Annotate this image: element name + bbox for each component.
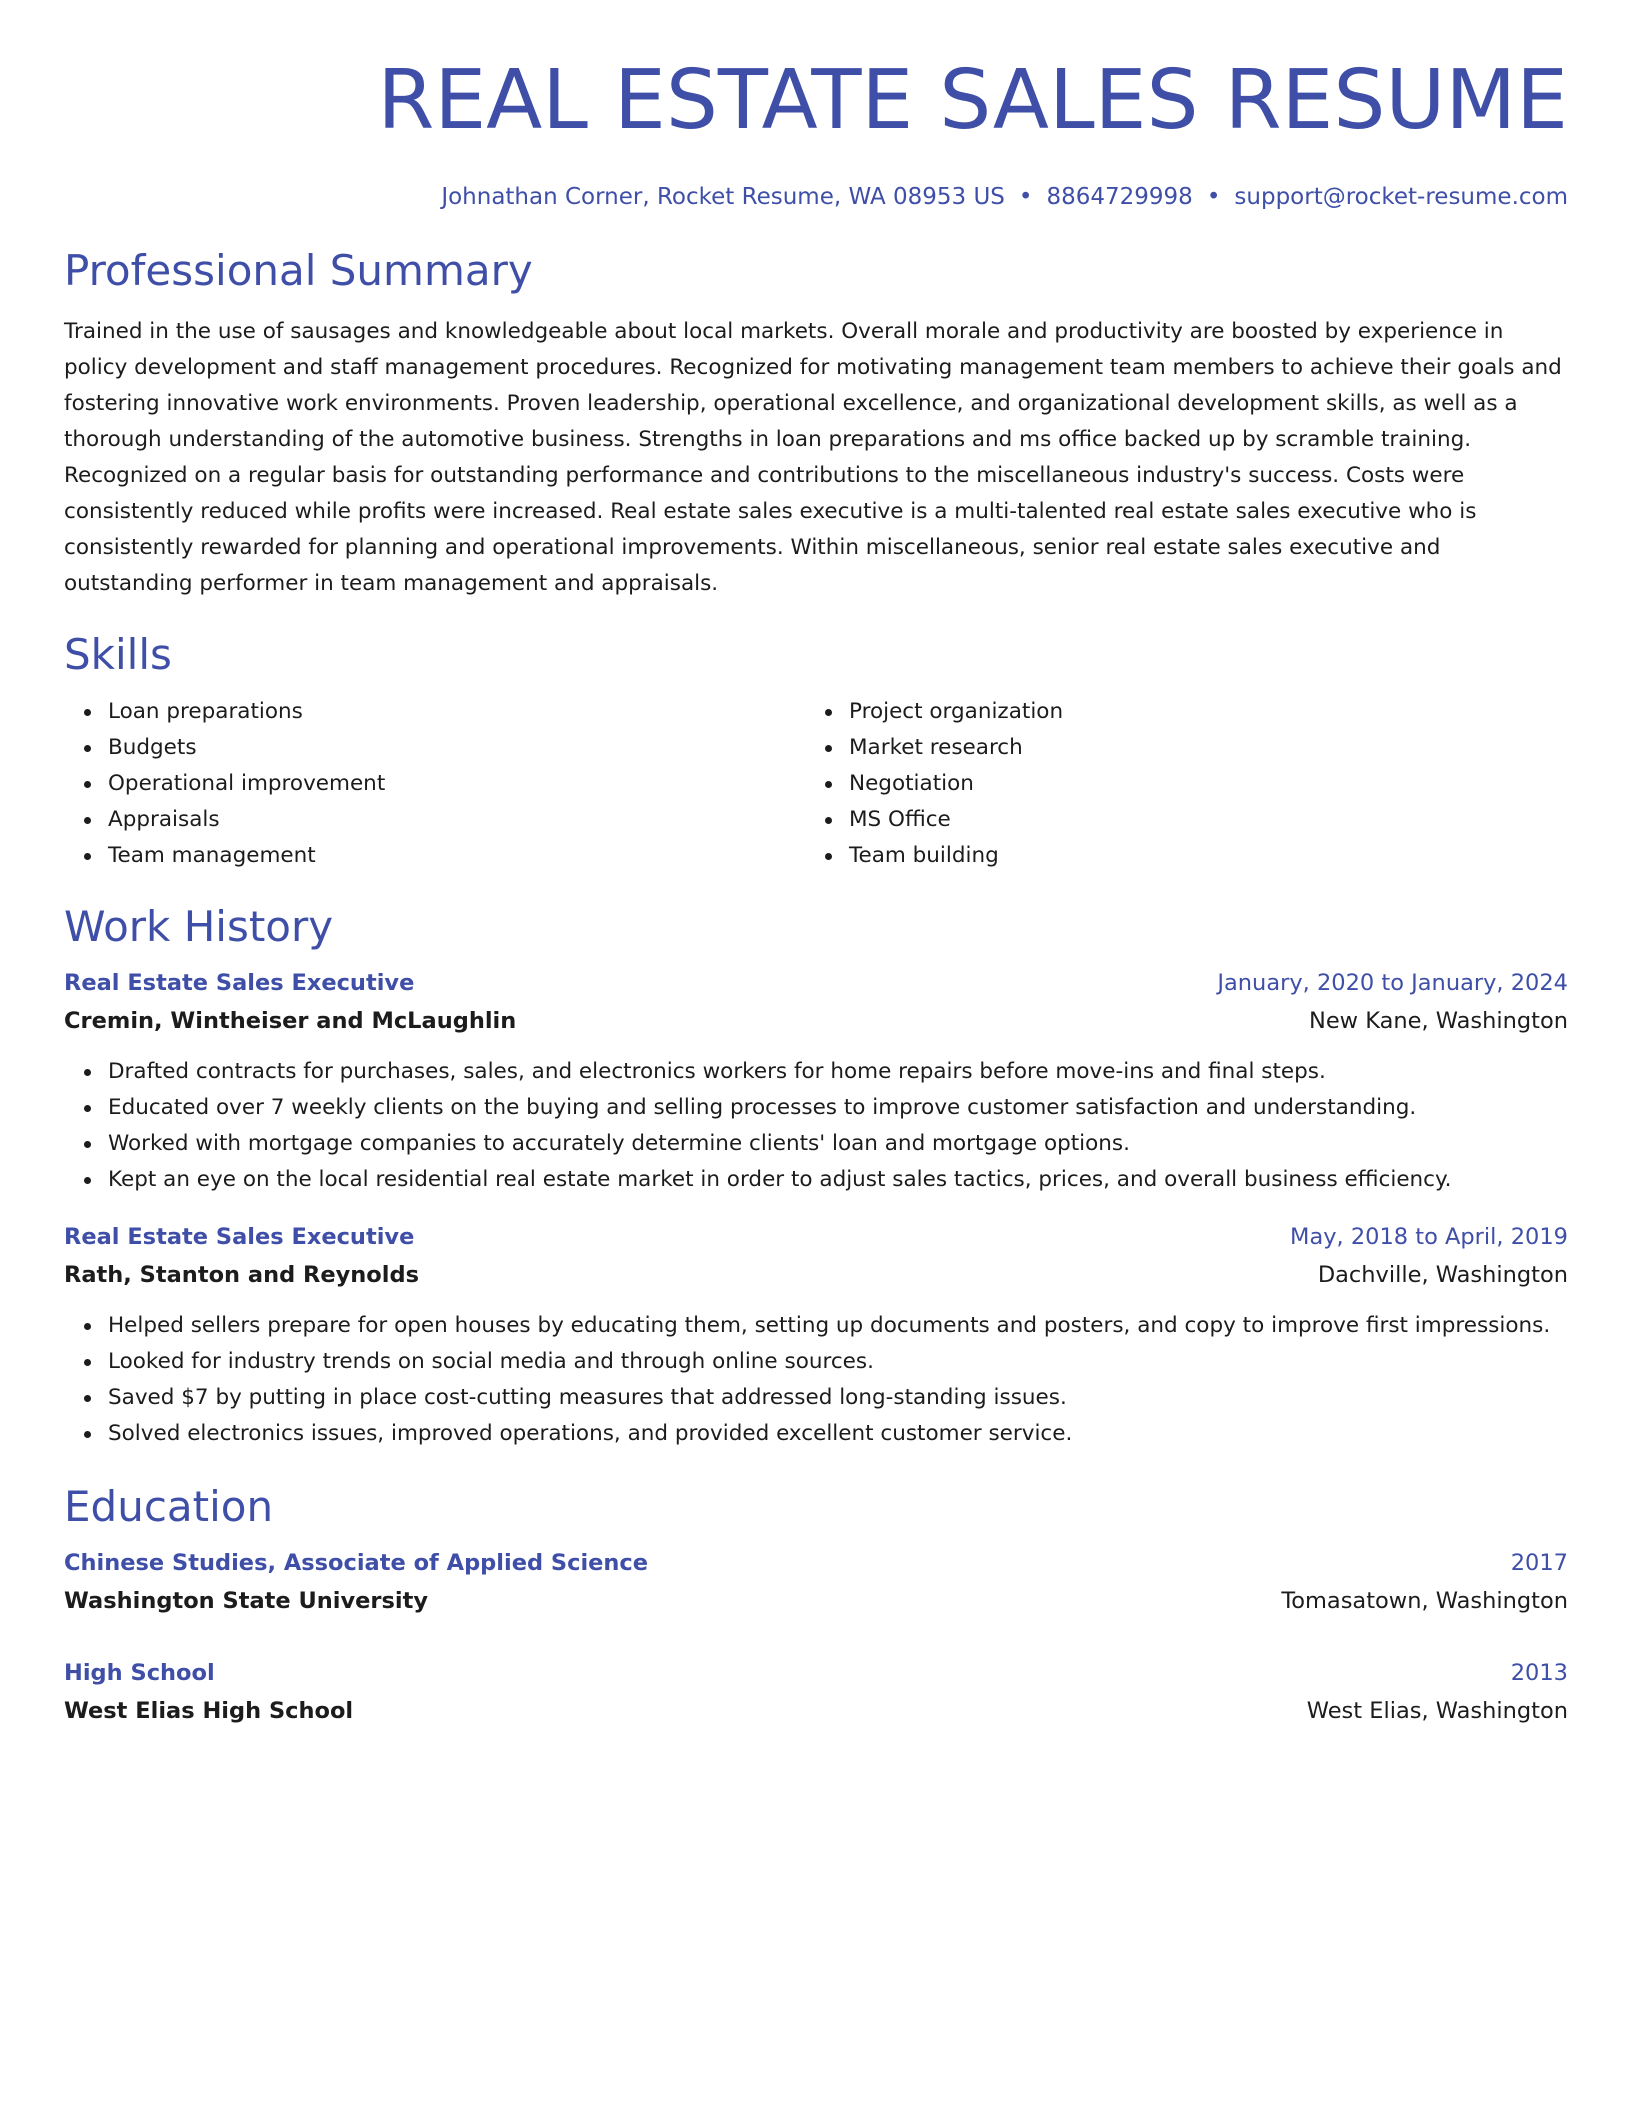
education-entry: [64, 1654, 1568, 1730]
skills-grid: [64, 694, 1568, 874]
job-entry: [64, 964, 1568, 1198]
job-bullet: Worked with mortgage companies to accurately determine clients' loan and mortgage options.: [108, 1126, 1568, 1162]
job-dates: May, 2018 to April, 2019: [1290, 1224, 1568, 1250]
job-bullet: Looked for industry trends on social media and through online sources.: [108, 1344, 1568, 1380]
job-bullet: Helped sellers prepare for open houses by educating them, setting up documents and posters, and copy to improve first impressions.: [108, 1308, 1568, 1344]
work-history-heading: Work History: [64, 902, 334, 951]
job-company: Rath, Stanton and Reynolds: [64, 1262, 419, 1288]
skill-item: Budgets: [108, 730, 805, 766]
education-heading: Education: [64, 1482, 274, 1531]
summary-text: Trained in the use of sausages and knowledgeable about local markets. Overall morale and productivity are boosted by experience in policy development and staff management procedures. Recognized for motivating management team members to achieve their goals and fostering innovative work environments. Proven leadership, operational excellence, and organizational development skills, as well as a thorough understanding of the automotive business. Strengths in loan preparations and ms office backed up by scramble training. Recognized on a regular basis for outstanding performance and contributions to the miscellaneous industry's success. Costs were consistently reduced while profits were increased. Real estate sales executive is a multi-talented real estate sales executive who is consistently rewarded for planning and operational improvements. Within miscellaneous, senior real estate sales executive and outstanding performer in team management and appraisals.: [64, 319, 1562, 596]
education-degree: High School: [64, 1660, 215, 1686]
skill-item: Project organization: [849, 694, 1546, 730]
job-title: Real Estate Sales Executive: [64, 970, 415, 996]
job-bullets: [64, 1054, 1568, 1198]
skill-item: Loan preparations: [108, 694, 805, 730]
job-location: New Kane, Washington: [1308, 1008, 1568, 1034]
education-location: West Elias, Washington: [1306, 1698, 1568, 1724]
skill-item: Team building: [849, 838, 1546, 874]
skill-item: Market research: [849, 730, 1546, 766]
skills-column-right: [805, 694, 1546, 874]
education-location: Tomasatown, Washington: [1281, 1588, 1568, 1614]
skills-column-left: [64, 694, 805, 874]
education-header-row: [64, 1654, 1568, 1692]
job-bullets: [64, 1308, 1568, 1452]
job-company: Cremin, Wintheiser and McLaughlin: [64, 1008, 517, 1034]
job-company-row: [64, 1002, 1568, 1040]
job-title: Real Estate Sales Executive: [64, 1224, 415, 1250]
skill-item: Team management: [108, 838, 805, 874]
skill-item: MS Office: [849, 802, 1546, 838]
education-entry: [64, 1544, 1568, 1620]
work-history-section: [64, 902, 1568, 1452]
contact-email: support@rocket-resume.com: [1234, 184, 1568, 210]
job-company-row: [64, 1256, 1568, 1294]
skills-list-right: [805, 694, 1546, 874]
job-bullet: Solved electronics issues, improved operations, and provided excellent customer service.: [108, 1416, 1568, 1452]
job-bullet: Saved $7 by putting in place cost-cutting measures that addressed long-standing issues.: [108, 1380, 1568, 1416]
separator-dot: •: [1018, 184, 1033, 210]
job-bullet: Drafted contracts for purchases, sales, and electronics workers for home repairs before move-ins and final steps.: [108, 1054, 1568, 1090]
skills-list-left: [64, 694, 805, 874]
education-degree: Chinese Studies, Associate of Applied Science: [64, 1550, 649, 1576]
education-school: West Elias High School: [64, 1698, 354, 1724]
job-header-row: [64, 964, 1568, 1002]
job-header-row: [64, 1218, 1568, 1256]
skills-heading: Skills: [64, 630, 172, 679]
separator-dot: •: [1206, 184, 1221, 210]
job-entry: [64, 1218, 1568, 1452]
contact-address: Johnathan Corner, Rocket Resume, WA 08953 US: [441, 184, 1005, 210]
summary-heading: Professional Summary: [64, 246, 533, 295]
skill-item: Negotiation: [849, 766, 1546, 802]
education-school-row: [64, 1582, 1568, 1620]
education-year: 2013: [1510, 1660, 1568, 1686]
job-bullet: Kept an eye on the local residential real estate market in order to adjust sales tactics, prices, and overall business efficiency.: [108, 1162, 1568, 1198]
education-school-row: [64, 1692, 1568, 1730]
education-year: 2017: [1510, 1550, 1568, 1576]
education-section: [64, 1482, 1568, 1730]
contact-phone: 8864729998: [1046, 184, 1193, 210]
skill-item: Appraisals: [108, 802, 805, 838]
skills-section: [64, 630, 1568, 874]
job-dates: January, 2020 to January, 2024: [1217, 970, 1568, 996]
education-header-row: [64, 1544, 1568, 1582]
education-school: Washington State University: [64, 1588, 429, 1614]
job-bullet: Educated over 7 weekly clients on the buying and selling processes to improve customer satisfaction and understanding.: [108, 1090, 1568, 1126]
job-location: Dachville, Washington: [1317, 1262, 1568, 1288]
summary-section: [64, 246, 1568, 602]
resume-title: REAL ESTATE SALES RESUME: [377, 53, 1568, 148]
skill-item: Operational improvement: [108, 766, 805, 802]
contact-line: [64, 182, 1568, 212]
